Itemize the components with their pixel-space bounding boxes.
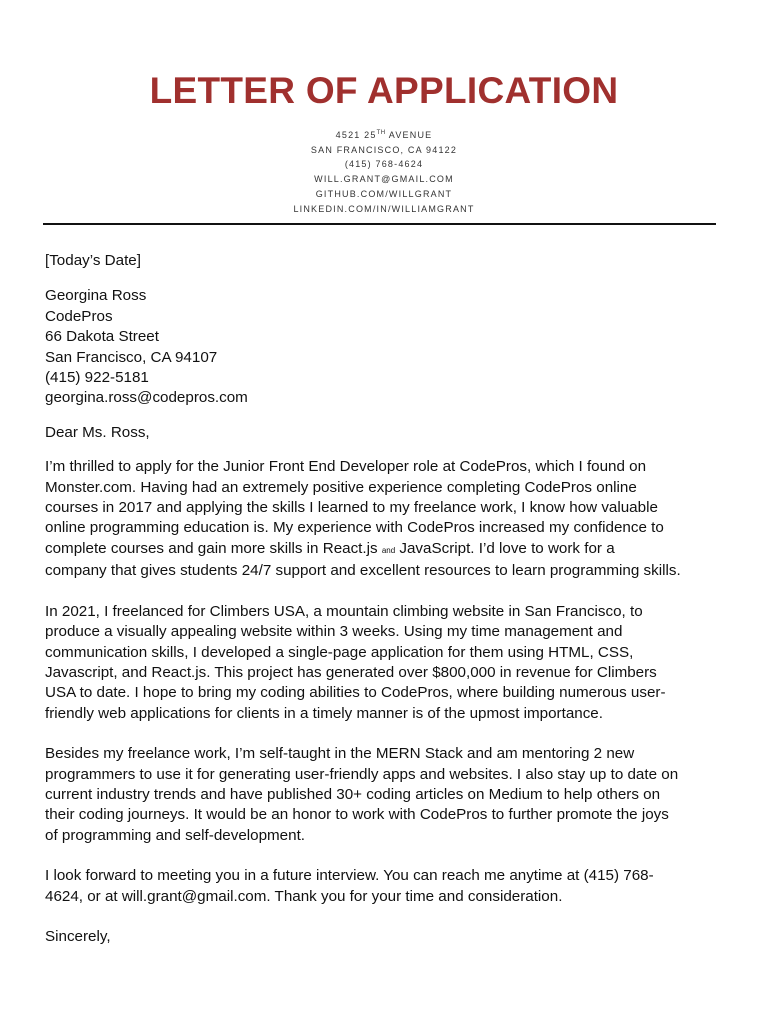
sender-city: SAN FRANCISCO, CA 94122 [310,144,458,155]
paragraph-line: online programming education is. My experience with CodePros increased my confidence to [45,519,664,537]
paragraph-line: Monster.com. Having had an extremely positive experience completing CodePros online [45,478,637,496]
salutation: Dear Ms. Ross, [45,423,150,441]
sender-street-name: AVENUE [385,130,433,140]
contact-block [0,126,768,216]
letter-body [45,251,725,947]
paragraph-line: of programming and self-development. [45,826,306,844]
sender-phone: (415) 768-4624 [344,159,424,170]
sender-email: WILL.GRANT@GMAIL.COM [314,174,454,185]
paragraph-line: programmers to use it for generating user-friendly apps and websites. I also stay up to date on [45,765,679,783]
sender-github: GITHUB.COM/WILLGRANT [315,188,453,199]
sender-street-suffix: TH [376,130,386,136]
paragraph-line: friendly web applications for clients in a timely manner is of the upmost importance. [45,704,603,722]
paragraph-3 [45,744,725,846]
recipient-address [45,286,725,408]
recipient-phone: (415) 922-5181 [45,369,149,387]
paragraph-text: JavaScript. I’d love to work for a [395,539,615,557]
recipient-company: CodePros [45,307,113,325]
paragraph-line: their coding journeys. It would be an honor to work with CodePros to further promote the joys [45,806,669,824]
paragraph-small-and: and [381,545,396,555]
sender-street [0,126,768,143]
letter-date: [Today’s Date] [45,252,141,269]
document-title: LETTER OF APPLICATION [149,70,619,111]
paragraph-line: In 2021, I freelanced for Climbers USA, a mountain climbing website in San Francisco, to [45,602,643,620]
paragraph-line: Javascript, and React.js. This project has generated over $800,000 in revenue for Climbers [45,663,657,681]
header-divider [43,223,716,225]
recipient-street: 66 Dakota Street [45,328,159,346]
paragraph-1 [45,457,725,581]
paragraph-line: I look forward to meeting you in a future interview. You can reach me anytime at (415) 768- [45,867,654,885]
paragraph-text: complete courses and gain more skills in React.js [45,539,382,557]
paragraph-line: company that gives students 24/7 support and excellent resources to learn programming skills. [45,562,681,580]
paragraph-line: current industry trends and have published 30+ coding articles on Medium to help others on [45,785,661,803]
paragraph-line [45,539,725,561]
recipient-name: Georgina Ross [45,287,147,305]
paragraph-line: 4624, or at will.grant@gmail.com. Thank you for your time and consideration. [45,887,563,905]
paragraph-4 [45,866,725,907]
paragraph-line: I’m thrilled to apply for the Junior Front End Developer role at CodePros, which I found on [45,458,647,476]
sender-linkedin: LINKEDIN.COM/IN/WILLIAMGRANT [293,203,475,214]
recipient-email: georgina.ross@codepros.com [45,389,248,407]
paragraph-2 [45,602,725,724]
paragraph-line: communication skills, I developed a single-page application for them using HTML, CSS, [45,643,634,661]
paragraph-line: USA to date. I hope to bring my coding abilities to CodePros, where building numerous user- [45,684,666,702]
paragraph-line: courses in 2017 and applying the skills I learned to my freelance work, I know how valuable [45,499,658,517]
sender-street-number: 4521 25 [335,130,377,140]
closing: Sincerely, [45,927,111,945]
paragraph-line: produce a visually appealing website within 3 weeks. Using my time management and [45,623,623,641]
paragraph-line: Besides my freelance work, I’m self-taught in the MERN Stack and am mentoring 2 new [45,745,635,763]
recipient-city: San Francisco, CA 94107 [45,348,218,366]
